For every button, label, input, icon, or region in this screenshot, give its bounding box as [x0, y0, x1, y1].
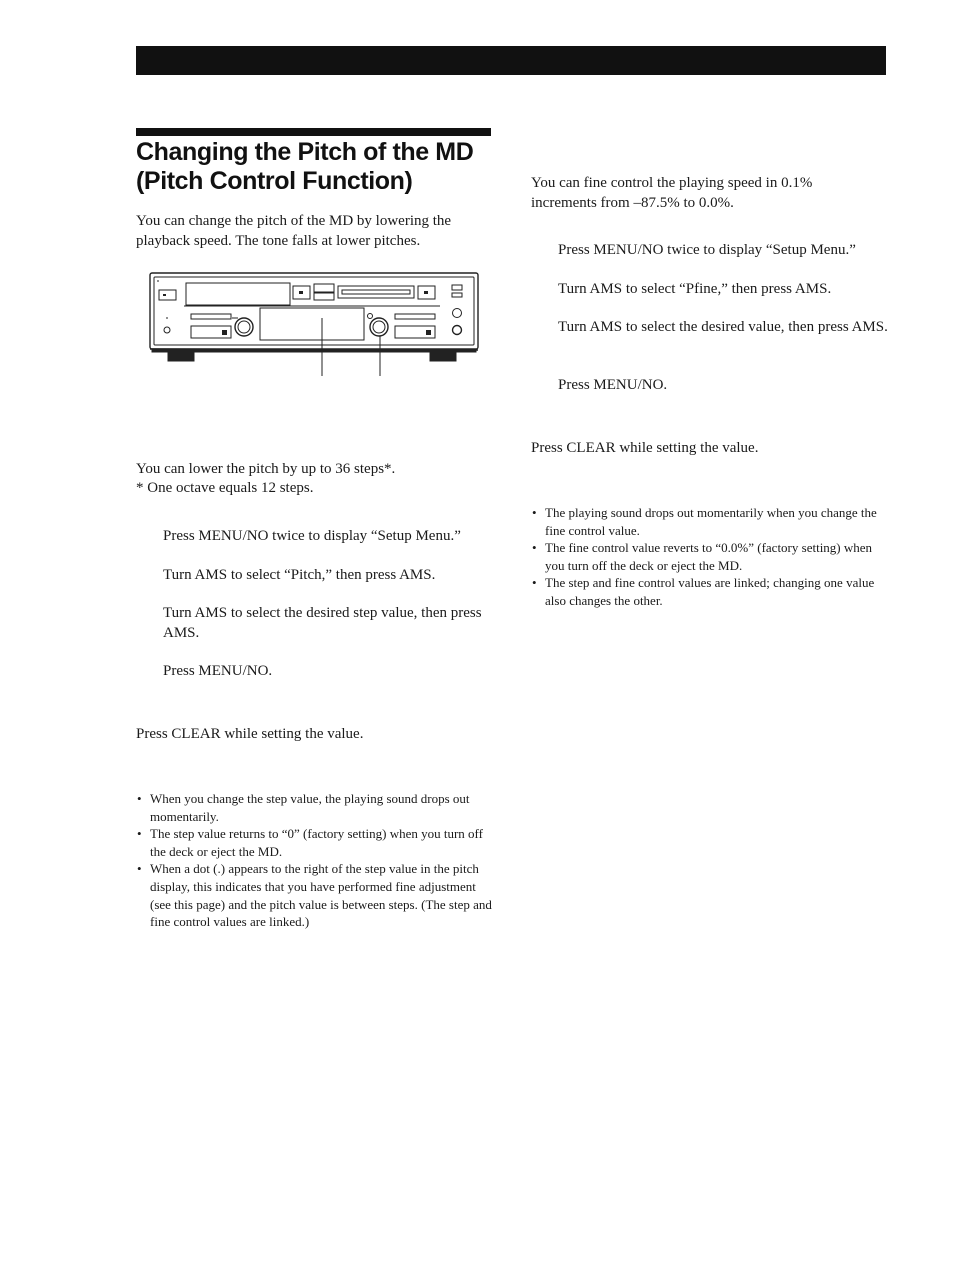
list-item: • The fine control value reverts to “0.0%” (factory setting) when you turn off the deck or eject the MD. — [531, 539, 887, 574]
pitch-clear-text: Press CLEAR while setting the value. — [136, 726, 364, 742]
fine-step-4: Press MENU/NO. — [558, 377, 668, 393]
header-bar — [136, 46, 886, 75]
list-item: • When a dot (.) appears to the right of the step value in the pitch display, this indicates that you have performed fine adjustment (see this page) and the pitch value is between steps. (The step and fine control values are linked.) — [136, 860, 492, 930]
fine-notes-list — [531, 504, 887, 610]
pitch-step-1: Press MENU/NO twice to display “Setup Menu.” — [163, 528, 461, 544]
fine-step-3: Turn AMS to select the desired value, then press AMS. — [558, 319, 888, 335]
fine-step-1: Press MENU/NO twice to display “Setup Menu.” — [558, 242, 856, 258]
list-item: • The step value returns to “0” (factory setting) when you turn off the deck or eject the MD. — [136, 825, 492, 860]
fine-step-2: Turn AMS to select “Pfine,” then press AMS. — [558, 281, 832, 297]
pitch-step-2: Turn AMS to select “Pitch,” then press AMS. — [163, 567, 436, 583]
intro-text: You can change the pitch of the MD by lowering the playback speed. The tone falls at lower pitches. — [136, 213, 452, 249]
title-rule — [136, 128, 491, 136]
list-item: • When you change the step value, the playing sound drops out momentarily. — [136, 790, 492, 825]
list-item: • The playing sound drops out momentarily when you change the fine control value. — [531, 504, 887, 539]
md-deck-illustration — [148, 270, 480, 380]
steps-intro: You can lower the pitch by up to 36 steps*. — [136, 461, 396, 477]
pitch-notes-list — [136, 790, 492, 931]
page-title: Changing the Pitch of the MD (Pitch Control Function) — [136, 138, 474, 195]
pitch-step-3: Turn AMS to select the desired step value, then press AMS. — [163, 605, 482, 641]
fine-clear-text: Press CLEAR while setting the value. — [531, 440, 759, 456]
pitch-step-4: Press MENU/NO. — [163, 663, 273, 679]
list-item: • The step and fine control values are linked; changing one value also changes the other. — [531, 574, 887, 609]
fine-intro: You can fine control the playing speed in 0.1% increments from –87.5% to 0.0%. — [531, 175, 813, 211]
steps-footnote: * One octave equals 12 steps. — [136, 480, 314, 496]
